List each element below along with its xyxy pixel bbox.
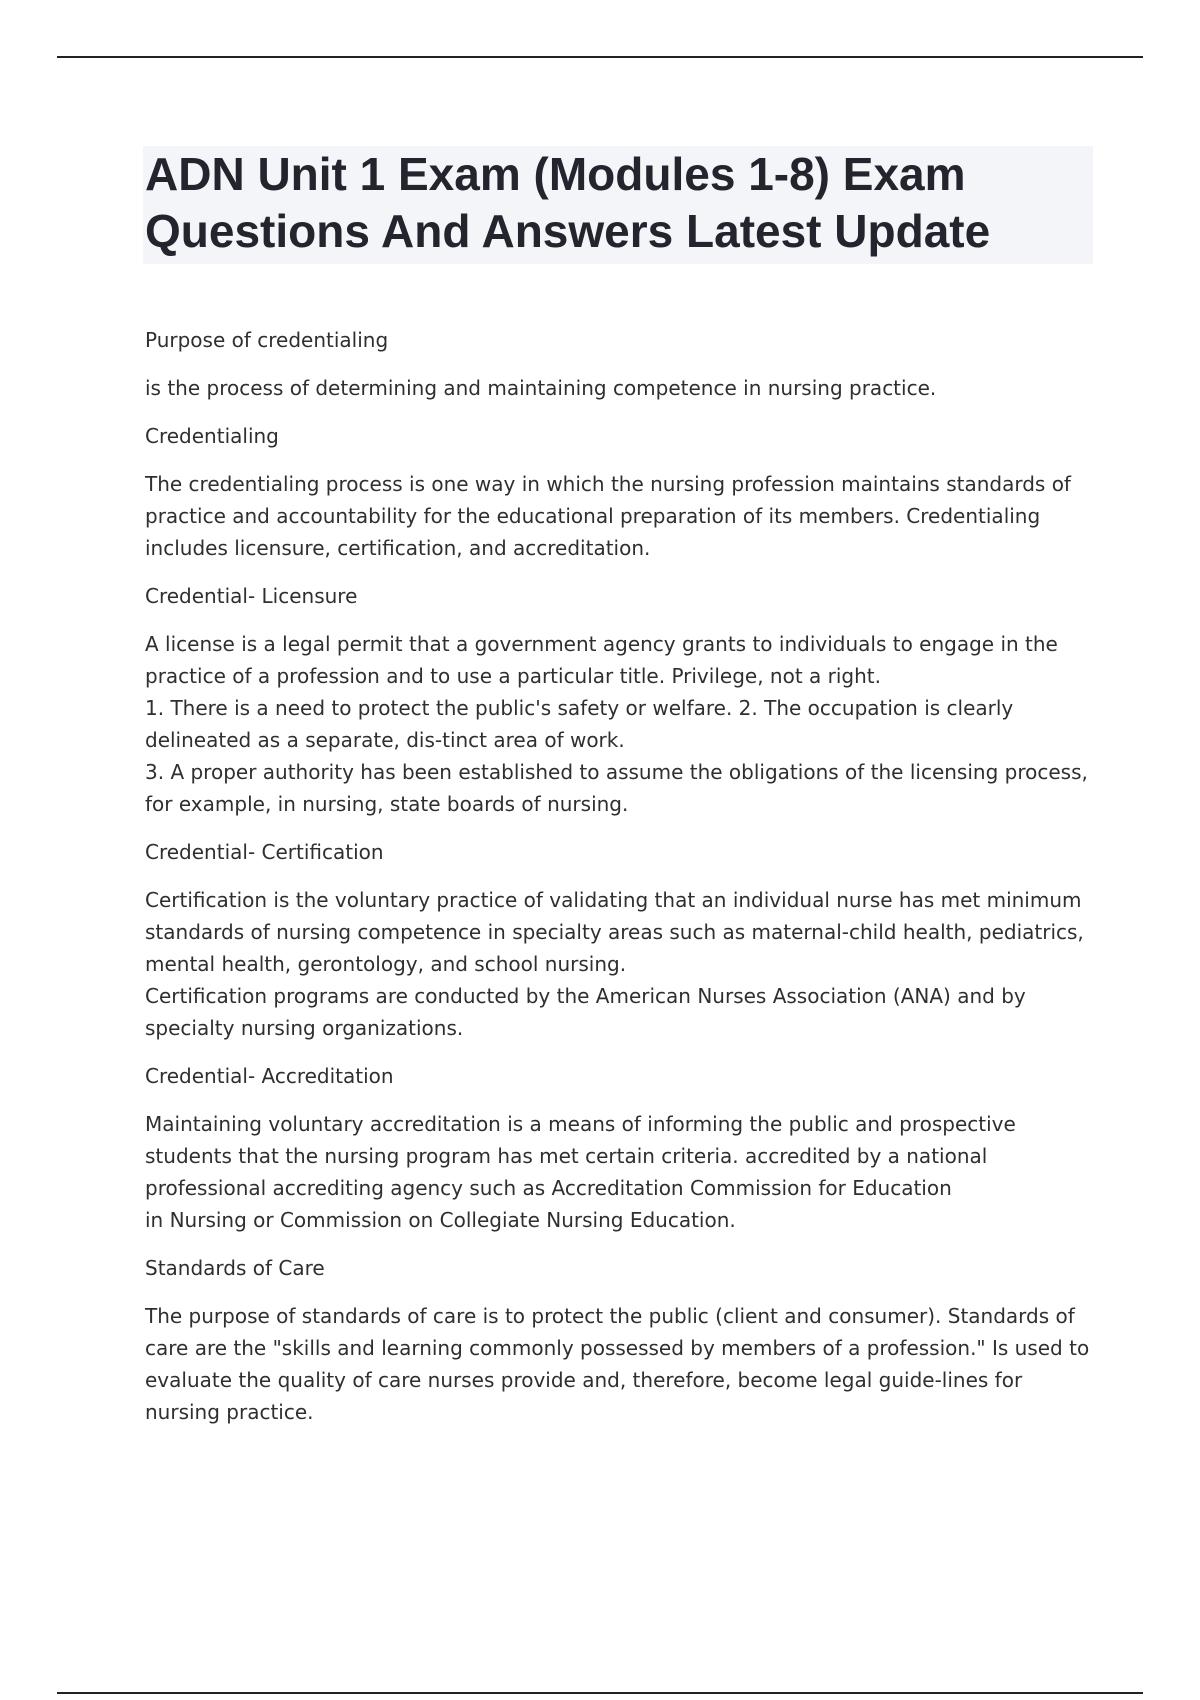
document-title (145, 146, 1093, 260)
qa-list (145, 324, 1093, 1428)
question-text: Credential- Licensure (145, 584, 358, 608)
answer-paragraph: Certification programs are conducted by the American Nurses Association (ANA) and by specialty nursing organizations. (145, 984, 1026, 1040)
answer-paragraph: The purpose of standards of care is to protect the public (client and consumer). Standards of care are the "skills and learning commonly possessed by members of a profession." Is used to evaluate the quality of care nurses provide and, therefore, become legal guide-lines for nursing practice. (145, 1304, 1090, 1424)
qa-item (145, 580, 1093, 820)
answer-text (145, 468, 1093, 564)
qa-item (145, 1060, 1093, 1236)
answer-text (145, 372, 1093, 404)
top-rule (57, 56, 1143, 58)
question-text: Credentialing (145, 424, 279, 448)
answer-paragraph: in Nursing or Commission on Collegiate Nursing Education. (145, 1208, 736, 1232)
qa-item (145, 324, 1093, 404)
title-line-2: Questions And Answers Latest Update (145, 205, 991, 257)
qa-item (145, 836, 1093, 1044)
answer-text (145, 884, 1093, 1044)
qa-item (145, 1252, 1093, 1428)
qa-item (145, 420, 1093, 564)
document-body (145, 146, 1093, 1444)
question-text: Credential- Accreditation (145, 1064, 394, 1088)
answer-paragraph: A license is a legal permit that a government agency grants to individuals to engage in the practice of a profession and to use a particular title. Privilege, not a right. (145, 632, 1058, 688)
title-block (143, 146, 1093, 264)
question-text: Purpose of credentialing (145, 328, 389, 352)
answer-text (145, 628, 1093, 820)
answer-paragraph: 3. A proper authority has been established to assume the obligations of the licensing process, for example, in nursing, state boards of nursing. (145, 760, 1088, 816)
question-text: Credential- Certification (145, 840, 384, 864)
answer-text (145, 1108, 1093, 1236)
answer-paragraph: The credentialing process is one way in which the nursing profession maintains standards of practice and accountability for the educational preparation of its members. Credentialing includes licensure, certification, and accreditation. (145, 472, 1071, 560)
answer-text (145, 1300, 1093, 1428)
answer-paragraph: is the process of determining and maintaining competence in nursing practice. (145, 376, 937, 400)
bottom-rule (57, 1692, 1143, 1694)
answer-paragraph: 1. There is a need to protect the public's safety or welfare. 2. The occupation is clearly delineated as a separate, dis-tinct area of work. (145, 696, 1014, 752)
answer-paragraph: Certification is the voluntary practice of validating that an individual nurse has met minimum standards of nursing competence in specialty areas such as maternal-child health, pediatrics, mental health, gerontology, and school nursing. (145, 888, 1084, 976)
question-text: Standards of Care (145, 1256, 325, 1280)
answer-paragraph: Maintaining voluntary accreditation is a means of informing the public and prospective students that the nursing program has met certain criteria. accredited by a national professional accrediting agency such as Accreditation Commission for Education (145, 1112, 1016, 1200)
title-line-1: ADN Unit 1 Exam (Modules 1-8) Exam (145, 148, 966, 200)
